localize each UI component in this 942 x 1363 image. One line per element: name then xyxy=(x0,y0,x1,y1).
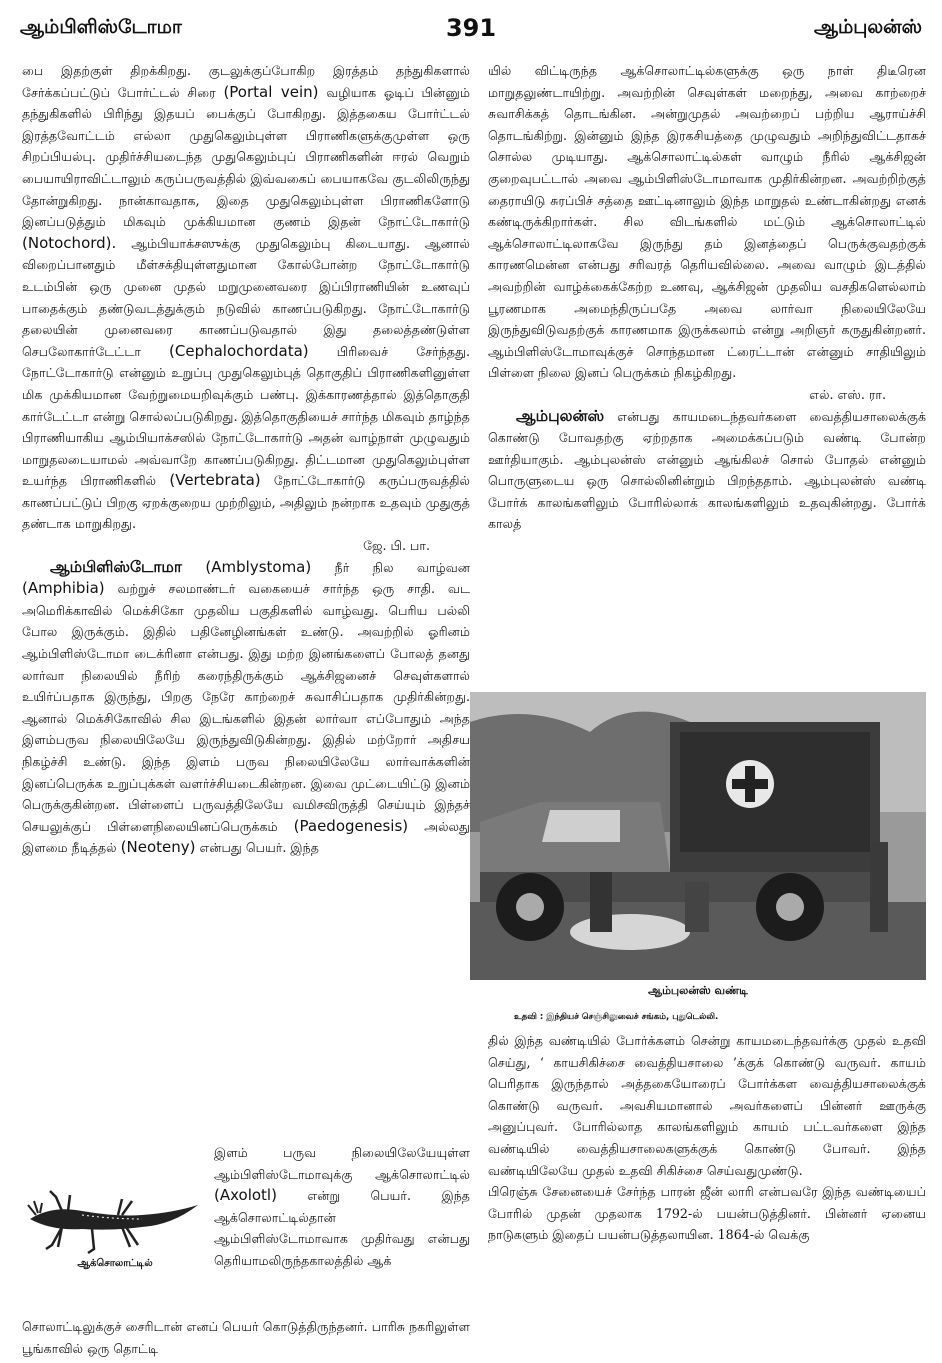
latin-term: (Neoteny) xyxy=(120,838,196,857)
latin-term: (Cephalochordata) xyxy=(169,341,309,360)
right-column-top xyxy=(488,60,926,535)
axolotl-wrap-text xyxy=(214,1142,470,1272)
left-column-tail: சொலாட்டிலுக்குச் சைரிடான் எனப் பெயர் கொடுத்திருந்தனர். பாரிசு நகரிலுள்ள பூங்காவில் ஒரு தொட்டி xyxy=(22,1319,470,1356)
ambulance-photo xyxy=(470,692,926,980)
running-head-left: ஆம்பிளிஸ்டோமா xyxy=(20,16,182,38)
latin-term: (Portal vein) xyxy=(223,82,319,101)
page-header xyxy=(20,14,922,48)
entry-amphioxus-continued xyxy=(22,60,470,535)
ambulance-paragraph-2: பிரெஞ்சு சேனையைச் சேர்ந்த பாரன் ஜீன் லாரி என்பவரே இந்த வண்டியைப் போரில் முதன் முதலாக 1792-ல் பயன்படுத்தினர். பின்னர் ஏனைய நாடுகளும் இதைப் பயன்படுத்தலாயின. 1864-ல் வெக்கு xyxy=(488,1184,926,1243)
axolotl-caption: ஆக்சொலாட்டில் xyxy=(77,1258,153,1269)
text-segment: வழியாக ஓடிப் பின்னும் தந்துகிகளில் பிரிந்து இதயப் பைக்குப் போகிறது. இத்தகைய போர்ட்டல் இரத்தவோட்டம் எல்லா முதுகெலும்புள்ள பிராணிகளுக்குமுள்ள ஒரு சிறப்பியல்பு. முதிர்ச்சியடைந்த முதுகெலும்புப் பிராணிகளின் ஈரல் வெறும் பையாயிராவிட்டாலும் கருப்பருவத்தில் இவ்வகைப் பையாகவே குடலிலிருந்து தோன்றுகிறது. நான்காவதாக, இதை முதுகெலும்புள்ள பிராணிகளோடு இனப்படுத்தும் மிகவும் முக்கியமான குணம் இதன் நோட்டோகார்டு xyxy=(22,84,470,230)
text-segment: நீர் நில வாழ்வன xyxy=(334,559,470,575)
latin-term: (Notochord). xyxy=(22,233,117,252)
entry-ambulance xyxy=(488,406,926,536)
author-initials: ஜே. பி. பா. xyxy=(363,538,430,554)
entry-heading: ஆம்புலன்ஸ் xyxy=(516,406,605,425)
entry-amblystoma-continued: யில் விட்டிருந்த ஆக்சொலாட்டில்களுக்கு ஒரு நாள் திடீரென மாறுதலுண்டாயிற்று. அவற்றின் செவுள்கள் மறைந்து, அவை காற்றைச் சுவாசிக்கத் தொடங்கின. அன்றுமுதல் அவற்றைப் பற்றிய ஆராய்ச்சி தொடங்கிற்று. இன்னும் இந்த இரகசியத்தை முழுவதும் அறிந்துவிட்டதாகச் சொல்ல முடியாது. ஆக்சொலாட்டில்கள் வாழும் நீரில் ஆக்சிஜன் குறைவுபட்டால் அவை ஆம்பிளிஸ்டோமாவாக முதிர்கின்றன. அவற்றிற்குத் தைராயிடு சுரப்பிச் சத்தை ஊட்டினாலும் இந்த மாறுதல் உண்டாகின்றது எனக் கண்டிருக்கிறார்கள். சில விடங்களில் மட்டும் ஆக்சொலாட்டில் ஆக்சொலாட்டிலாகவே இருந்து தம் இனத்தைப் பெருக்குவதற்குக் காரணமென்ன என்பது சரிவரத் தெரியவில்லை. அவை வாழும் இடத்தில் அவற்றின் வாழ்க்கைக்கேற்ற உணவு, ஆக்சிஜன் முதலிய வசதிகளெல்லாம் பூரணமாக அமைந்திருப்பதே அவை லார்வா நிலையிலேயே இருந்துவிடுவதற்குக் காரணமாக இருக்கலாம் என்று அறிஞர் கருதுகின்றனர். ஆம்பிளிஸ்டோமாவுக்குச் சொந்தமான ட்ரைட்டான் என்னும் சாதியிலும் பிள்ளை நிலை இனப் பெருக்கம் நிகழ்கிறது. xyxy=(488,63,926,381)
running-head-right: ஆம்புலன்ஸ் xyxy=(813,16,922,38)
latin-term: (Vertebrata) xyxy=(169,471,261,490)
text-segment: என்று பெயர். இந்த ஆக்சொலாட்டில்தான் ஆம்பிளிஸ்டோமாவாக முதிர்வது என்பது தெரியாமலிருந்தகாலத்தில் ஆக் xyxy=(214,1188,470,1268)
text-segment: ஆம்பியாக்சஸுக்கு முதுகெலும்பு கிடையாது. ஆனால் விறைப்பானதும் மீள்சக்தியுள்ளதுமான கோல்போன்ற நோட்டோகார்டு உடம்பின் ஒரு முனை முதல் மறுமுனைவரை இப்பிராணியின் உணவுப் பாதைக்கும் தண்டுவடத்துக்கும் நடுவில் காணப்படுகிறது. நோட்டோகார்டு தலையின் முனைவரை காணப்படுவதால் இது தலைத்தண்டுள்ள செபலோகார்டேட்டா xyxy=(22,235,470,359)
photo-caption: ஆம்புலன்ஸ் வண்டி xyxy=(648,984,748,997)
entry-heading: ஆம்பிளிஸ்டோமா xyxy=(50,557,183,576)
author-initials: எல். எஸ். ரா. xyxy=(809,386,886,402)
text-segment: அல்லது இளமை நீடித்தல் xyxy=(22,818,470,856)
text-segment: என்பது காயமடைந்தவர்களை வைத்தியசாலைக்குக் கொண்டு போவதற்கு ஏற்றதாக அமைக்கப்படும் வண்டி போன்ற ஊர்தியாகும். ஆம்புலன்ஸ் என்னும் ஆங்கிலச் சொல் போதல் என்னும் பொருளுடைய ஒரு சொல்லினின்றும் பிறந்ததாம். ஆம்புலன்ஸ் வண்டி போர்க் காலங்களிலும் போரில்லாக் காலங்களிலும் உதவுகின்றது. போர்க் காலத் xyxy=(488,408,926,532)
latin-term: (Amphibia) xyxy=(22,579,105,598)
text-segment: பை இதற்குள் திறக்கிறது. குடலுக்குப்போகிற இரத்தம் தந்துகிகளால் சேர்க்கப்பட்டுப் போர்ட்டல் சிரை xyxy=(22,63,470,100)
text-segment: என்பது பெயர். இந்த xyxy=(199,840,319,856)
text-segment: வற்றுச் சலமாண்டர் வகையைச் சார்ந்த ஒரு சாதி. வட அமெரிக்காவில் மெக்சிகோ முதலிய பகுதிகளில் வாழ்வது. பெரிய பல்லி போல இருக்கும். இதில் பதினேழினங்கள் உண்டு. அவற்றில் ஓரினம் ஆம்பிளிஸ்டோமா டைக்ரினா என்பது. இது மற்ற இனங்களைப் போலத் தனது லார்வா நிலையில் நீரிற் கரைந்திருக்கும் ஆக்சிஜனைச் செவுள்களால் உயிர்ப்பதாக இருந்து, பிறகு நேரே காற்றைச் சுவாசிப்பதாக முதிர்கின்றது. ஆனால் மெக்சிகோவில் சில இடங்களில் இதன் லார்வா எப்போதும் அந்த இளம்பருவ நிலையிலேயே இருந்துவிடுகின்றது. இதில் மற்றோர் அதிசய நிகழ்ச்சி உண்டு. இந்த இளம் பருவ நிலையிலேயே லார்வாக்களின் இனப்பெருக்க உறுப்புக்கள் வளர்ச்சியடைகின்றன. இவை முட்டையிட்டு இனம் பெருக்குகின்றன. பிள்ளைப் பருவத்திலேயே வமிசவிருத்தி செய்யும் இந்தச் செயலுக்குப் பிள்ளைநிலையினப்பெருக்கம் xyxy=(22,581,471,834)
right-column-bottom xyxy=(488,1030,926,1246)
text-segment: பிரிவைச் சேர்ந்தது. நோட்டோகார்டு என்னும் உறுப்பு முதுகெலும்புத் தொகுதிப் பிராணிகளினுள்ள மிக முக்கியமான வேற்றுமையறிவுக்கும் பண்பு. இக்காரணத்தால் இத்தொகுதி கார்டேட்டா என்று சொல்லப்படுகிறது. இத்தொகுதியைச் சார்ந்த மிகவும் தாழ்ந்த பிராணியாகிய ஆம்பியாக்சஸில் நோட்டோகார்டு அதன் வாழ்நாள் முழுவதும் மாறுதலடையாமல் அவ்வாறே காணப்படுகிறது. திட்டமான முதுகெலும்புள்ள உயர்ந்த பிராணிகளில் xyxy=(22,343,470,489)
entry-amblystoma xyxy=(22,557,470,859)
latin-term: (Amblystoma) xyxy=(205,557,312,576)
text-segment: நோட்டோகார்டு கருப்பருவத்தில் காணப்பட்டுப் பிறகு ஏறக்குறைய முற்றிலும், அதிலும் நன்றாக உதவும் முதுகுத் தண்டாக மாறுகிறது. xyxy=(22,473,470,532)
ambulance-paragraph-1: தில் இந்த வண்டியில் போர்க்களம் சென்று காயமடைந்தவர்க்கு முதல் உதவி செய்து, ‘ காயசிகிச்சை வைத்தியசாலை ’க்குக் கொண்டு வருவர். காயம் பெரிதாக இருந்தால் அத்தகையோரைப் போர்க்கள வைத்தியசாலைக்குக் கொண்டு வருவர். அவசியமானால் அவர்களைப் பின்னர் ஊருக்கு அனுப்புவர். போரில்லாத காலங்களிலும் காயம் பட்டவர்களை இந்த வண்டியில் வைத்தியசாலைகளுக்குக் கொண்டு போவர். இந்த வண்டியிலேயே முதல் உதவி சிகிச்சை செய்வதுமுண்டு. xyxy=(488,1033,926,1178)
left-column xyxy=(22,60,470,859)
photo-credit: உதவி : இந்தியச் செஞ்சிலுவைச் சங்கம், புதுடெல்லி. xyxy=(514,1012,719,1022)
page-number: 391 xyxy=(445,14,497,42)
text-segment: இளம் பருவ நிலையிலேயேயுள்ள ஆம்பிளிஸ்டோமாவுக்கு ஆக்சொலாட்டில் xyxy=(214,1145,470,1182)
latin-term: (Axolotl) xyxy=(214,1186,277,1205)
axolotl-illustration xyxy=(22,1175,202,1257)
latin-term: (Paedogenesis) xyxy=(293,816,409,835)
